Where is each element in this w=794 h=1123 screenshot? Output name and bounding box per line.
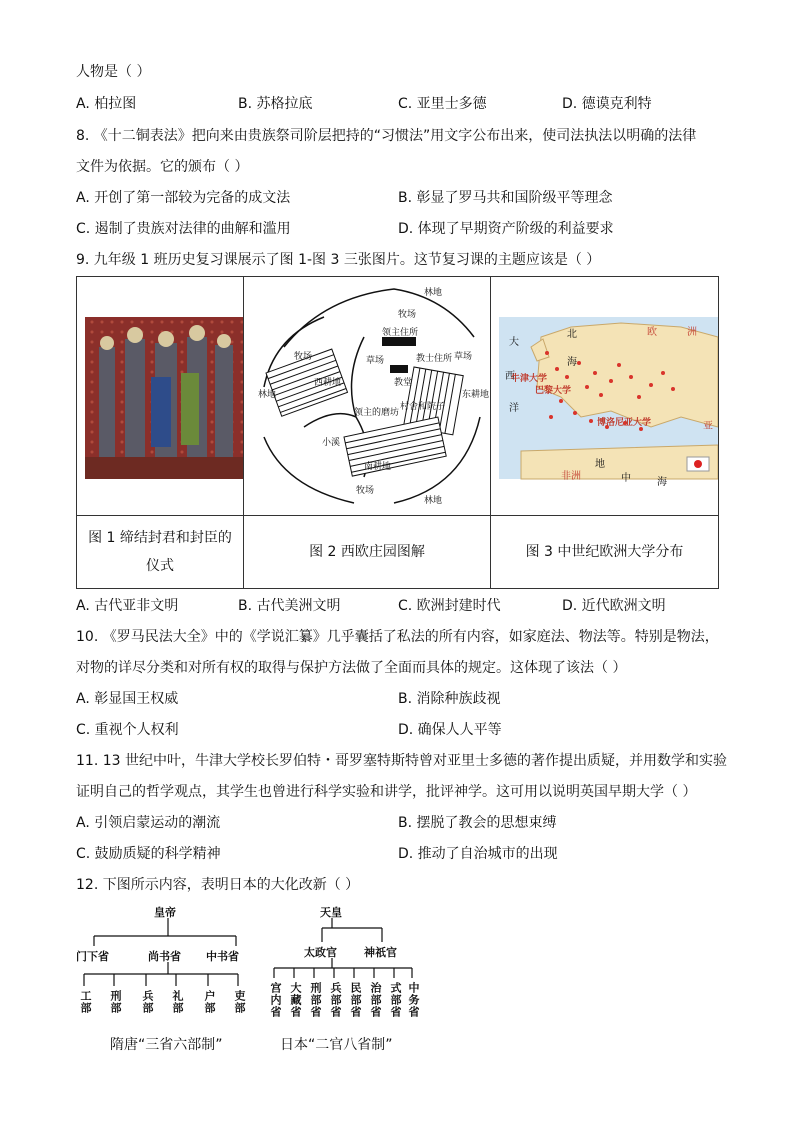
map-label-europe-2: 洲 — [687, 327, 697, 338]
sui-tang-org-chart — [76, 902, 256, 1032]
q8-stem-line2: 文件为依据。它的颁布（ ） — [76, 159, 249, 175]
q12-stem-line1: 12. 下图所示内容，表明日本的大化改新（ ） — [76, 877, 360, 893]
map-label-asia: 亚 — [703, 421, 713, 432]
sui-node-menxia: 门下省 — [76, 950, 109, 963]
map-label-oxford: 牛津大学 — [511, 374, 548, 384]
q10-option-c[interactable]: C. 重视个人权利 — [76, 722, 179, 738]
manor-label-meadow-right: 草场 — [454, 352, 473, 362]
map-label-africa: 非洲 — [561, 471, 581, 482]
sui-node-xingbu: 刑部 — [109, 990, 122, 1014]
q11-option-d[interactable]: D. 推动了自治城市的出现 — [398, 846, 558, 862]
japan-node-jibusho: 治部省 — [369, 982, 382, 1018]
q10-option-d[interactable]: D. 确保人人平等 — [398, 722, 502, 738]
q10-stem-line2: 对物的详尽分类和对所有权的取得与保护方法做了全面而具体的规定。这体现了该法（ ） — [76, 660, 627, 676]
japan-node-shikibusho: 式部省 — [389, 982, 402, 1018]
japan-node-minbusho: 民部省 — [349, 982, 362, 1018]
q11-stem-line2: 证明自己的哲学观点，其学生也曾进行科学实验和讲学，批评神学。这可用以说明英国早期大学（ ） — [76, 784, 697, 800]
sui-tang-caption: 隋唐“三省六部制” — [110, 1037, 223, 1053]
figure-3-caption-cell — [491, 516, 719, 589]
figure-3-image — [491, 277, 718, 515]
q7-option-a[interactable]: A. 柏拉图 — [76, 96, 137, 112]
manor-label-pasture-bottom: 牧场 — [356, 486, 375, 496]
manor-label-stream: 小溪 — [322, 438, 341, 448]
japan-node-tenno: 天皇 — [320, 906, 342, 919]
map-label-northsea-2: 海 — [567, 357, 577, 368]
q9-stem-line1: 9. 九年级 1 班历史复习课展示了图 1-图 3 三张图片。这节复习课的主题应该是（ ） — [76, 252, 601, 268]
figure-1-image — [77, 277, 243, 515]
japan-node-hyobusho: 兵部省 — [329, 982, 342, 1018]
manor-label-south-field: 南耕地 — [364, 462, 392, 472]
figure-1-caption: 图 1 缔结封君和封臣的仪式 — [88, 530, 232, 574]
manor-label-west-field: 西耕地 — [314, 378, 342, 388]
map-label-atlantic-3: 洋 — [509, 403, 519, 414]
q7-stem-tail: 人物是（ ） — [76, 64, 151, 80]
manor-label-mill: 领主的磨坊 — [354, 408, 400, 418]
q10-option-b[interactable]: B. 消除种族歧视 — [398, 691, 501, 707]
sui-node-libu-personnel: 吏部 — [233, 990, 246, 1014]
sui-node-hubu: 户部 — [203, 990, 216, 1014]
figure-2-caption: 图 2 西欧庄园图解 — [309, 544, 425, 560]
q8-stem-line1: 8. 《十二铜表法》把向来由贵族祭司阶层把持的“习惯法”用文字公布出来，使司法执法以明确的法律 — [76, 128, 697, 144]
sui-node-bingbu: 兵部 — [141, 990, 154, 1014]
manor-label-east-field: 东耕地 — [462, 390, 490, 400]
manor-label-pasture-top: 牧场 — [398, 310, 417, 320]
q11-option-c[interactable]: C. 鼓励质疑的科学精神 — [76, 846, 221, 862]
japan-caption: 日本“二官八省制” — [280, 1037, 393, 1053]
map-label-europe-1: 欧 — [647, 327, 657, 338]
map-label-northsea-1: 北 — [567, 329, 577, 340]
sui-node-zhongshu: 中书省 — [206, 950, 239, 963]
map-label-med-2: 中 — [621, 473, 631, 484]
q8-option-d[interactable]: D. 体现了早期资产阶级的利益要求 — [398, 221, 614, 237]
japan-node-dajokan: 太政官 — [304, 946, 337, 959]
map-label-med-1: 地 — [595, 459, 605, 470]
q7-option-d[interactable]: D. 德谟克利特 — [562, 96, 652, 112]
map-label-bologna: 博洛尼亚大学 — [597, 418, 652, 428]
q7-option-c[interactable]: C. 亚里士多德 — [398, 96, 487, 112]
q11-option-a[interactable]: A. 引领启蒙运动的潮流 — [76, 815, 221, 831]
figure-1-caption-cell — [77, 516, 244, 589]
q7-option-b[interactable]: B. 苏格拉底 — [238, 96, 313, 112]
q8-option-c[interactable]: C. 遏制了贵族对法律的曲解和滥用 — [76, 221, 291, 237]
sui-node-gongbu: 工部 — [79, 990, 92, 1014]
manor-label-pasture-left: 牧场 — [294, 352, 313, 362]
map-label-atlantic-1: 大 — [509, 337, 519, 348]
map-label-med-3: 海 — [657, 477, 667, 488]
map-label-atlantic-2: 西 — [505, 371, 515, 382]
japan-node-gyobusho: 刑部省 — [309, 982, 322, 1018]
q9-figure-table — [76, 276, 719, 589]
q9-option-d[interactable]: D. 近代欧洲文明 — [562, 598, 666, 614]
q9-option-b[interactable]: B. 古代美洲文明 — [238, 598, 341, 614]
figure-2-caption-cell — [244, 516, 491, 589]
q8-option-b[interactable]: B. 彰显了罗马共和国阶级平等理念 — [398, 190, 613, 206]
figure-3-caption: 图 3 中世纪欧洲大学分布 — [525, 544, 684, 560]
map-label-paris: 巴黎大学 — [535, 386, 572, 396]
manor-label-meadow-left: 草场 — [366, 356, 385, 366]
figure-2-cell — [244, 277, 491, 516]
q10-stem-line1: 10. 《罗马民法大全》中的《学说汇纂》几乎囊括了私法的所有内容，如家庭法、物法等。特别是物法， — [76, 629, 719, 645]
manor-label-woodland-left: 林地 — [258, 390, 277, 400]
japan-node-okurasho: 大藏省 — [289, 982, 302, 1018]
figure-3-cell — [491, 277, 719, 516]
japan-node-jingikan: 神祇官 — [364, 946, 397, 959]
q8-option-a[interactable]: A. 开创了第一部较为完备的成文法 — [76, 190, 291, 206]
manor-label-woodland-bottom: 林地 — [424, 496, 443, 506]
manor-label-church: 教堂 — [394, 378, 413, 388]
manor-label-lord-house: 领主住所 — [382, 328, 419, 338]
japan-node-nakatsukasasho: 中务省 — [407, 982, 420, 1018]
q10-option-a[interactable]: A. 彰显国王权威 — [76, 691, 179, 707]
sui-node-libu-rites: 礼部 — [171, 990, 184, 1014]
japan-org-chart — [264, 902, 424, 1032]
q11-option-b[interactable]: B. 摆脱了教会的思想束缚 — [398, 815, 557, 831]
q11-stem-line1: 11. 13 世纪中叶，牛津大学校长罗伯特・哥罗塞特斯特曾对亚里士多德的著作提出质疑，并用数学和实验 — [76, 753, 727, 769]
figure-1-cell — [77, 277, 244, 516]
q9-option-a[interactable]: A. 古代亚非文明 — [76, 598, 179, 614]
sui-node-shangshu: 尚书省 — [148, 950, 181, 963]
manor-label-priest-house: 教士住所 — [416, 354, 453, 364]
manor-label-cottages: 村舍和院子 — [400, 402, 446, 412]
q9-option-c[interactable]: C. 欧洲封建时代 — [398, 598, 501, 614]
manor-label-woodland-top: 林地 — [424, 288, 443, 298]
japan-node-kunaisho: 宫内省 — [269, 982, 282, 1018]
figure-2-image — [244, 277, 490, 515]
sui-node-emperor: 皇帝 — [154, 906, 176, 919]
